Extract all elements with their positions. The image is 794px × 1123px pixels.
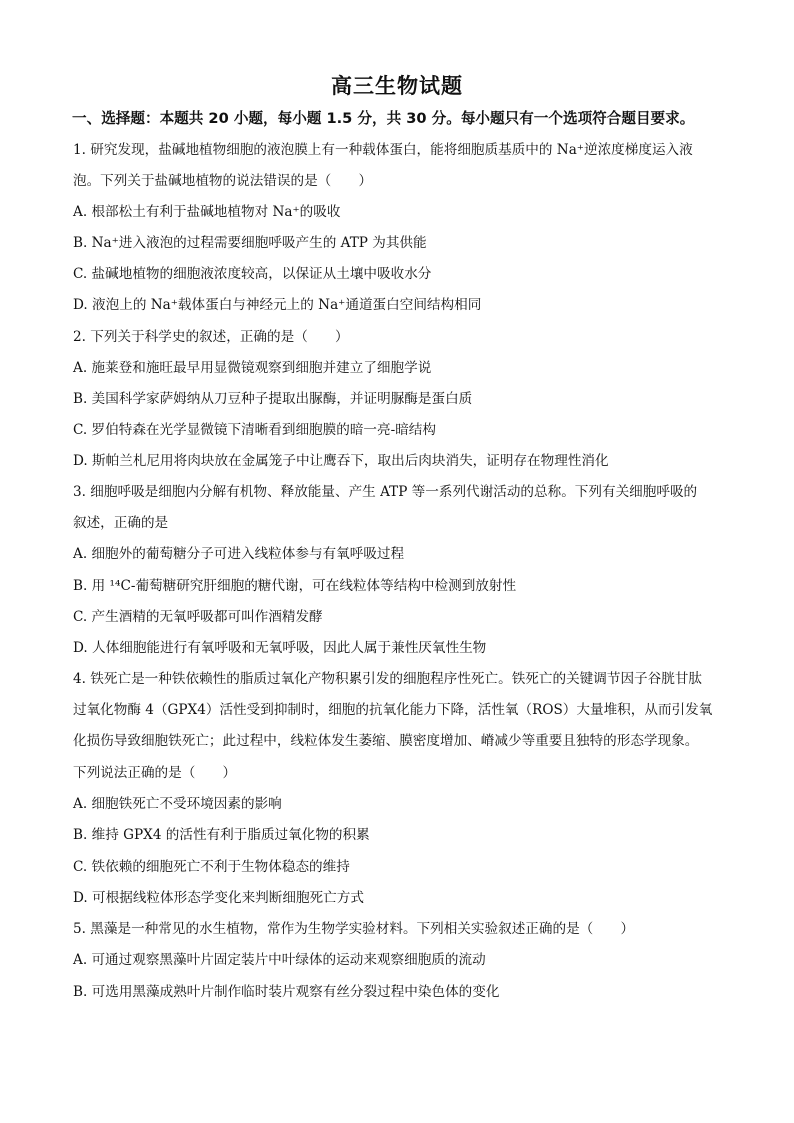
q3-stem-line-1: 3. 细胞呼吸是细胞内分解有机物、释放能量、产生 ATP 等一系列代谢活动的总称。下列有关细胞呼吸的	[73, 484, 698, 500]
q2-option-c: C. 罗伯特森在光学显微镜下清晰看到细胞膜的暗一亮-暗结构	[73, 422, 436, 438]
q4-option-b: B. 维持 GPX4 的活性有利于脂质过氧化物的积累	[73, 827, 370, 843]
q4-stem-line-3: 化损伤导致细胞铁死亡；此过程中，线粒体发生萎缩、膜密度增加、嵴减少等重要且独特的形态学现象。	[73, 733, 699, 749]
q5-stem: 5. 黑藻是一种常见的水生植物，常作为生物学实验材料。下列相关实验叙述正确的是（ ）	[73, 921, 635, 937]
q1-option-a: A. 根部松土有利于盐碱地植物对 Na⁺的吸收	[73, 204, 341, 220]
q5-option-a: A. 可通过观察黑藻叶片固定装片中叶绿体的运动来观察细胞质的流动	[73, 952, 486, 968]
q4-option-d: D. 可根据线粒体形态学变化来判断细胞死亡方式	[73, 890, 364, 906]
q4-stem-line-4: 下列说法正确的是（ ）	[73, 765, 237, 781]
q1-option-d: D. 液泡上的 Na⁺载体蛋白与神经元上的 Na⁺通道蛋白空间结构相同	[73, 297, 482, 313]
q5-option-b: B. 可选用黑藻成熟叶片制作临时装片观察有丝分裂过程中染色体的变化	[73, 984, 500, 1000]
q2-stem: 2. 下列关于科学史的叙述，正确的是（ ）	[73, 329, 349, 345]
section-heading: 一、选择题：本题共 20 小题，每小题 1.5 分，共 30 分。每小题只有一个选项符合题目要求。	[72, 110, 695, 127]
page-title: 高三生物试题	[331, 74, 463, 98]
q2-option-d: D. 斯帕兰札尼用将肉块放在金属笼子中让鹰吞下，取出后肉块消失，证明存在物理性消化	[73, 453, 609, 469]
q4-option-a: A. 细胞铁死亡不受环境因素的影响	[73, 796, 282, 812]
q3-stem-line-2: 叙述，正确的是	[73, 515, 169, 531]
q4-stem-line-2: 过氧化物酶 4（GPX4）活性受到抑制时，细胞的抗氧化能力下降，活性氧（ROS）大量堆积，从而引发氧	[73, 702, 713, 718]
q3-option-d: D. 人体细胞能进行有氧呼吸和无氧呼吸，因此人属于兼性厌氧性生物	[73, 640, 487, 656]
q2-option-b: B. 美国科学家萨姆纳从刀豆种子提取出脲酶，并证明脲酶是蛋白质	[73, 391, 473, 407]
q3-option-c: C. 产生酒精的无氧呼吸都可叫作酒精发酵	[73, 609, 323, 625]
q4-stem-line-1: 4. 铁死亡是一种铁依赖性的脂质过氧化产物积累引发的细胞程序性死亡。铁死亡的关键调节因子谷胱甘肽	[73, 671, 703, 687]
q1-stem-line-2: 泡。下列关于盐碱地植物的说法错误的是（ ）	[73, 173, 373, 189]
q1-option-c: C. 盐碱地植物的细胞液浓度较高，以保证从土壤中吸收水分	[73, 266, 432, 282]
q3-option-b: B. 用 ¹⁴C-葡萄糖研究肝细胞的糖代谢，可在线粒体等结构中检测到放射性	[73, 578, 517, 594]
q2-option-a: A. 施莱登和施旺最早用显微镜观察到细胞并建立了细胞学说	[73, 360, 432, 376]
q3-option-a: A. 细胞外的葡萄糖分子可进入线粒体参与有氧呼吸过程	[73, 546, 405, 562]
q1-option-b: B. Na⁺进入液泡的过程需要细胞呼吸产生的 ATP 为其供能	[73, 235, 427, 251]
q1-stem-line-1: 1. 研究发现，盐碱地植物细胞的液泡膜上有一种载体蛋白，能将细胞质基质中的 Na⁺逆浓度梯度运入液	[73, 142, 693, 158]
q4-option-c: C. 铁依赖的细胞死亡不利于生物体稳态的维持	[73, 859, 350, 875]
